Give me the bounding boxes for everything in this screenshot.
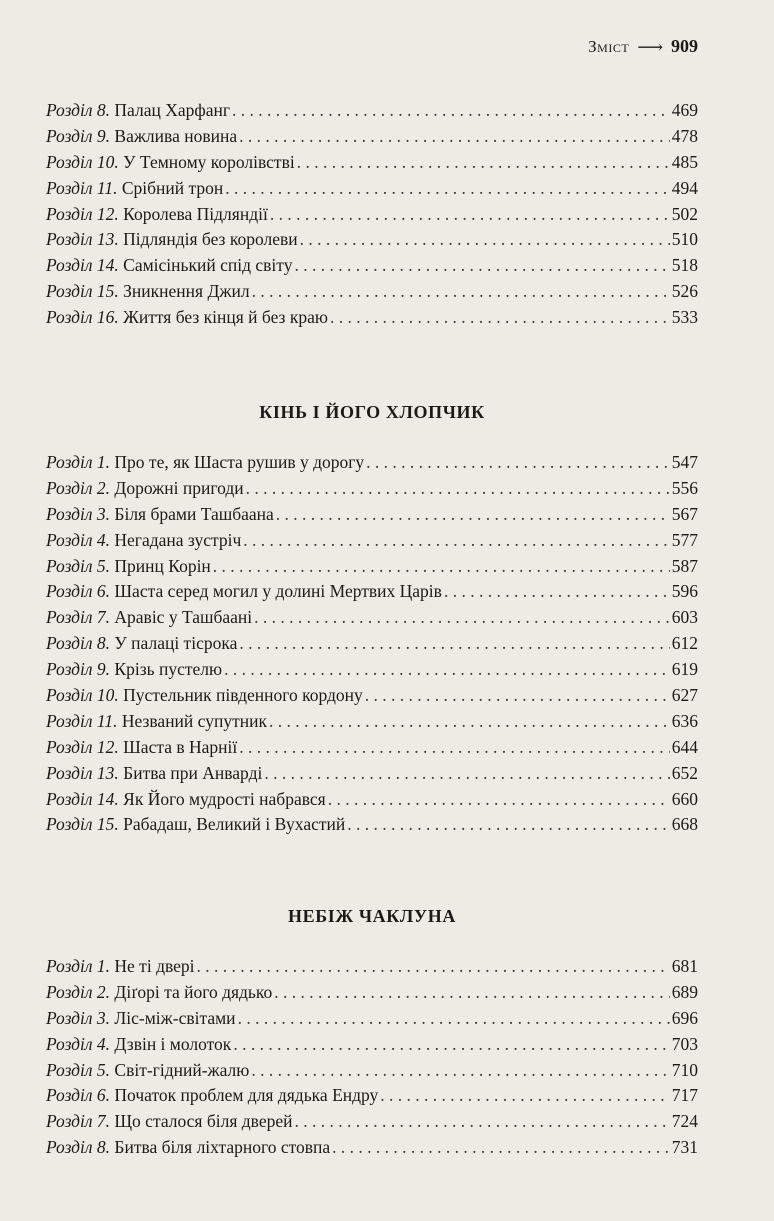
toc-entry	[46, 711, 698, 737]
chapter-label: Розділ 5.	[46, 1059, 111, 1080]
chapter-label: Розділ 14.	[46, 255, 119, 276]
dot-leader	[251, 1060, 669, 1081]
chapter-title: Світ-гідний-жалю	[114, 1059, 250, 1080]
chapter-label: Розділ 5.	[46, 555, 111, 576]
running-head-title: Зміст	[588, 36, 630, 56]
chapter-title: Як Його мудрості набрався	[123, 788, 326, 809]
chapter-label: Розділ 11.	[46, 177, 118, 198]
toc-entry	[46, 152, 698, 178]
dot-leader	[330, 307, 670, 328]
chapter-label: Розділ 11.	[46, 710, 118, 731]
toc-entry	[46, 1111, 698, 1137]
chapter-label: Розділ 1.	[46, 452, 111, 472]
page-ref: 567	[671, 503, 698, 524]
chapter-title: Про те, як Шаста рушив у дорогу	[114, 452, 365, 472]
chapter-label: Розділ 4.	[46, 1033, 111, 1054]
chapter-label: Розділ 2.	[46, 477, 111, 498]
page-ref: 717	[671, 1085, 698, 1106]
dot-leader	[444, 581, 670, 602]
dot-leader	[294, 1111, 669, 1132]
chapter-label: Розділ 7.	[46, 1111, 111, 1132]
chapter-title: Рабадаш, Великий і Вухастий	[123, 814, 346, 835]
chapter-title: Дзвін і молоток	[114, 1033, 232, 1054]
chapter-title: Зникнення Джил	[123, 281, 250, 302]
chapter-label: Розділ 3.	[46, 1007, 111, 1028]
ornament-arrow-icon: ⟶	[637, 36, 663, 57]
page-ref: 689	[671, 981, 698, 1002]
page-ref: 724	[671, 1111, 698, 1132]
chapter-title: Срібний трон	[121, 177, 224, 198]
toc-entry	[46, 281, 698, 307]
chapter-label: Розділ 16.	[46, 307, 119, 328]
page-ref: 469	[671, 100, 698, 120]
page-ref: 703	[671, 1033, 698, 1054]
dot-leader	[232, 100, 670, 121]
chapter-label: Розділ 9.	[46, 125, 111, 146]
page-ref: 660	[671, 788, 698, 809]
chapter-label: Розділ 10.	[46, 151, 119, 172]
page-ref: 485	[671, 151, 698, 172]
chapter-title: Важлива новина	[114, 125, 238, 146]
page-ref: 587	[671, 555, 698, 576]
chapter-title: Шаста в Нарнії	[123, 736, 238, 757]
chapter-title: Палац Харфанг	[114, 100, 231, 120]
chapter-label: Розділ 6.	[46, 581, 111, 602]
dot-leader	[380, 1085, 669, 1106]
running-head	[588, 36, 698, 57]
toc-entry	[46, 1085, 698, 1111]
toc-entry	[46, 685, 698, 711]
page-ref: 577	[671, 529, 698, 550]
toc-entry	[46, 789, 698, 815]
dot-leader	[365, 685, 670, 706]
section-title-magicians-nephew: НЕБІЖ ЧАКЛУНА	[288, 906, 456, 926]
toc-entry	[46, 581, 698, 607]
chapter-title: Незваний супутник	[121, 710, 267, 731]
toc-entry	[46, 307, 698, 333]
page-ref: 652	[671, 762, 698, 783]
dot-leader	[264, 763, 669, 784]
dot-leader	[225, 178, 670, 199]
chapter-label: Розділ 1.	[46, 956, 111, 976]
chapter-label: Розділ 8.	[46, 633, 111, 654]
chapter-label: Розділ 4.	[46, 529, 111, 550]
toc-entry	[46, 1008, 698, 1034]
chapter-label: Розділ 10.	[46, 685, 119, 706]
dot-leader	[297, 152, 670, 173]
chapter-label: Розділ 14.	[46, 788, 119, 809]
toc-entry	[46, 737, 698, 763]
page-ref: 696	[671, 1007, 698, 1028]
dot-leader	[252, 281, 670, 302]
page-ref: 681	[671, 956, 698, 976]
page-ref: 627	[671, 685, 698, 706]
dot-leader	[239, 737, 670, 758]
dot-leader	[243, 530, 669, 551]
chapter-title: Шаста серед могил у долині Мертвих Царів	[114, 581, 442, 602]
page-ref: 518	[671, 255, 698, 276]
toc-entry	[46, 452, 698, 478]
page-ref: 731	[671, 1137, 698, 1158]
toc-section-magicians-nephew	[46, 956, 698, 1163]
toc-entry	[46, 633, 698, 659]
chapter-title: Що сталося біля дверей	[114, 1111, 293, 1132]
page-ref: 612	[671, 633, 698, 654]
toc-entry	[46, 982, 698, 1008]
toc-entry	[46, 504, 698, 530]
page-ref: 494	[671, 177, 698, 198]
toc-entry	[46, 255, 698, 281]
dot-leader	[328, 789, 670, 810]
dot-leader	[239, 126, 670, 147]
toc-entry	[46, 229, 698, 255]
dot-leader	[233, 1034, 669, 1055]
toc-entry	[46, 556, 698, 582]
chapter-label: Розділ 8.	[46, 100, 111, 120]
page-ref: 502	[671, 203, 698, 224]
toc-entry	[46, 126, 698, 152]
page-ref: 710	[671, 1059, 698, 1080]
chapter-label: Розділ 12.	[46, 203, 119, 224]
toc-entry	[46, 956, 698, 982]
dot-leader	[197, 956, 670, 977]
chapter-title: Пустельник південного кордону	[123, 685, 363, 706]
chapter-label: Розділ 2.	[46, 981, 111, 1002]
page-ref: 478	[671, 125, 698, 146]
dot-leader	[239, 633, 669, 654]
page-ref: 547	[671, 452, 698, 472]
dot-leader	[254, 607, 670, 628]
toc-section-horse-and-his-boy	[46, 452, 698, 840]
chapter-title: Ліс-між-світами	[114, 1007, 236, 1028]
dot-leader	[366, 452, 670, 473]
chapter-label: Розділ 12.	[46, 736, 119, 757]
page-ref: 668	[671, 814, 698, 835]
page-ref: 533	[671, 307, 698, 328]
toc-section-continued	[46, 100, 698, 333]
dot-leader	[347, 814, 670, 835]
toc-entry	[46, 100, 698, 126]
chapter-title: Битва біля ліхтарного стовпа	[114, 1137, 331, 1158]
dot-leader	[270, 204, 670, 225]
dot-leader	[238, 1008, 670, 1029]
chapter-title: Біля брами Ташбаана	[114, 503, 274, 524]
chapter-title: У Темному королівстві	[123, 151, 295, 172]
chapter-title: Життя без кінця й без краю	[123, 307, 328, 328]
dot-leader	[274, 982, 669, 1003]
dot-leader	[294, 255, 669, 276]
toc-entry	[46, 1137, 698, 1163]
page-ref: 596	[671, 581, 698, 602]
chapter-title: Самісінький спід світу	[123, 255, 293, 276]
toc-entry	[46, 178, 698, 204]
toc-entry	[46, 607, 698, 633]
chapter-title: Підляндія без королеви	[123, 229, 298, 250]
dot-leader	[213, 556, 670, 577]
chapter-label: Розділ 8.	[46, 1137, 111, 1158]
toc-entry	[46, 530, 698, 556]
chapter-title: Діґорі та його дядько	[114, 981, 273, 1002]
dot-leader	[332, 1137, 670, 1158]
chapter-label: Розділ 13.	[46, 229, 119, 250]
chapter-title: Негадана зустріч	[114, 529, 242, 550]
chapter-label: Розділ 9.	[46, 659, 111, 680]
chapter-title: Початок проблем для дядька Ендру	[114, 1085, 379, 1106]
dot-leader	[276, 504, 670, 525]
dot-leader	[300, 229, 670, 250]
chapter-title: Битва при Анварді	[123, 762, 263, 783]
toc-entry	[46, 814, 698, 840]
chapter-title: Крізь пустелю	[114, 659, 223, 680]
dot-leader	[224, 659, 670, 680]
page-ref: 603	[671, 607, 698, 628]
toc-entry	[46, 1060, 698, 1086]
chapter-label: Розділ 3.	[46, 503, 111, 524]
page-ref: 619	[671, 659, 698, 680]
page-ref: 644	[671, 736, 698, 757]
page-ref: 636	[671, 710, 698, 731]
toc-entry	[46, 204, 698, 230]
page-ref: 526	[671, 281, 698, 302]
chapter-label: Розділ 6.	[46, 1085, 111, 1106]
page-ref: 556	[671, 477, 698, 498]
chapter-label: Розділ 15.	[46, 281, 119, 302]
chapter-title: Принц Корін	[114, 555, 211, 576]
chapter-title: Аравіс у Ташбаані	[114, 607, 253, 628]
chapter-title: Не ті двері	[114, 956, 195, 976]
toc-entry	[46, 659, 698, 685]
chapter-title: У палаці тісрока	[114, 633, 238, 654]
page-ref: 510	[671, 229, 698, 250]
page-number: 909	[671, 36, 698, 56]
chapter-title: Дорожні пригоди	[114, 477, 244, 498]
chapter-label: Розділ 13.	[46, 762, 119, 783]
section-title-horse-and-his-boy: КІНЬ І ЙОГО ХЛОПЧИК	[259, 402, 485, 422]
chapter-label: Розділ 7.	[46, 607, 111, 628]
chapter-label: Розділ 15.	[46, 814, 119, 835]
toc-entry	[46, 1034, 698, 1060]
chapter-title: Королева Підляндії	[123, 203, 268, 224]
toc-entry	[46, 763, 698, 789]
dot-leader	[246, 478, 670, 499]
dot-leader	[269, 711, 670, 732]
toc-entry	[46, 478, 698, 504]
